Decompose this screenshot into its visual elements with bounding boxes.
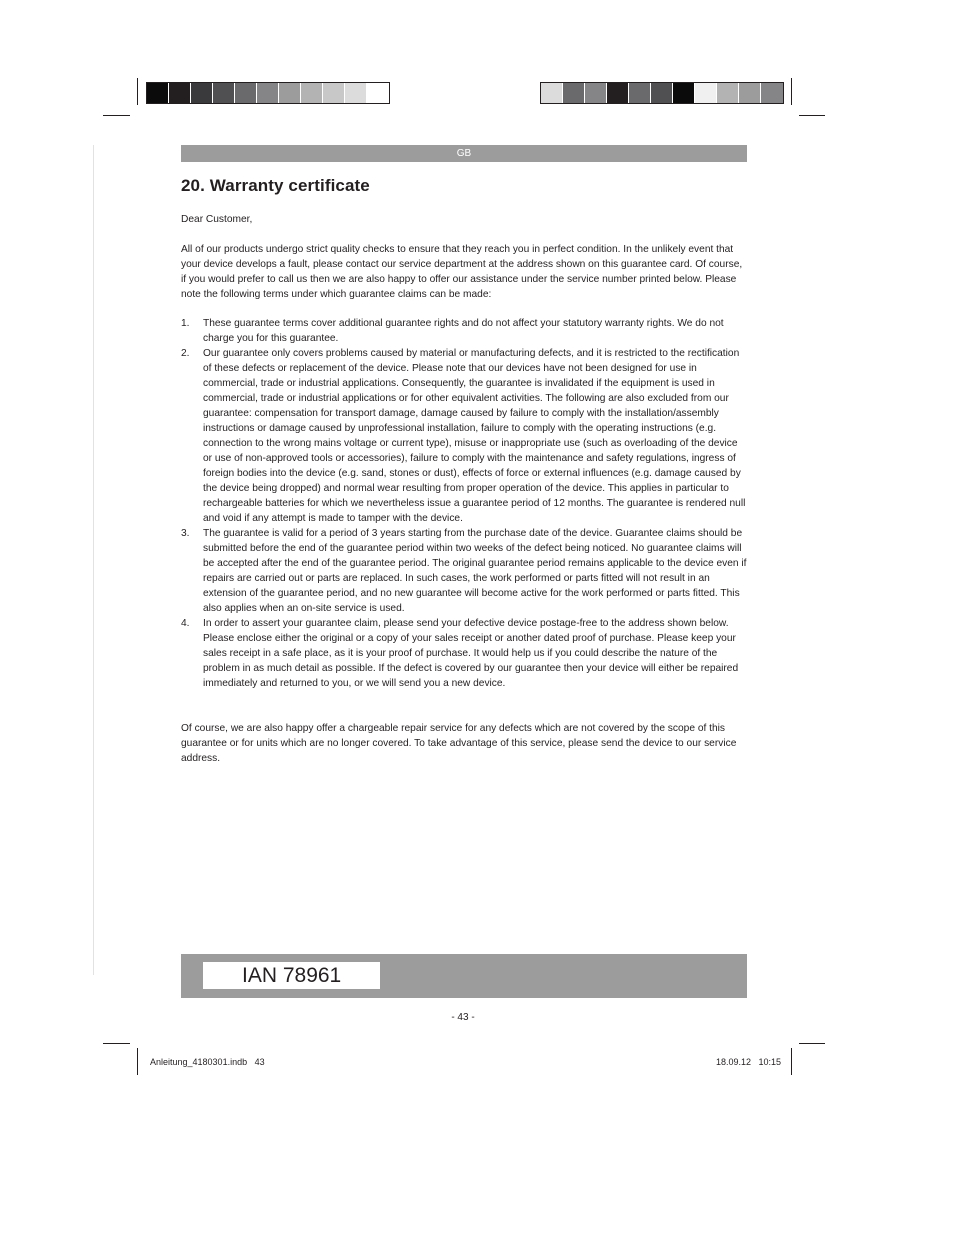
color-swatch [761,83,783,103]
color-swatch [717,83,739,103]
color-swatch [169,83,191,103]
color-swatch [257,83,279,103]
color-swatch [695,83,717,103]
list-item [181,346,747,526]
closing-paragraph: Of course, we are also happy offer a chargeable repair service for any defects which are not covered by the scope of this guarantee or for units which are no longer covered. To take advantage of this service, please send the device to our service address. [181,723,737,764]
page-number: - 43 - [451,1012,475,1023]
list-item [181,316,747,346]
list-item [181,526,747,616]
color-swatch [367,83,389,103]
color-swatch [279,83,301,103]
crop-mark-top-left-horizontal [103,115,130,116]
color-swatch [673,83,695,103]
salutation: Dear Customer, [181,214,253,225]
crop-mark-bottom-right-vertical [791,1048,792,1075]
slug-file-info: Anleitung_4180301.indb 43 [150,1057,265,1067]
color-swatch [345,83,367,103]
list-item [181,616,747,691]
list-item-text: These guarantee terms cover additional guarantee rights and do not affect your statutory warranty rights. We do not charge you for this guarantee. [203,318,724,344]
list-item-text: The guarantee is valid for a period of 3 years starting from the purchase date of the device. Guarantee claims should be submitted before the end of the guarantee period within two weeks of the defect being noticed. No guarantee claims will be accepted after the end of the guarantee period. The original guarantee period remains applicable to the device even if repairs are carried out or parts are replaced. In such cases, the work performed or parts fitted will not result in an extension of the guarantee period, and no new guarantee will become active for the work performed or parts fitted. This also applies when an on-site service is used. [203,528,747,614]
color-swatch [301,83,323,103]
color-swatch [191,83,213,103]
faint-fold-line [93,145,94,975]
crop-mark-top-right-vertical [791,78,792,105]
intro-paragraph: All of our products undergo strict quality checks to ensure that they reach you in perfect condition. In the unlikely event that your device develops a fault, please contact our service department at the address shown on this guarantee card. Of course, if you would prefer to call us then we are also happy to offer our assistance under the service number printed below. Please note the following terms under which guarantee claims can be made: [181,244,743,300]
language-tab-bar [181,145,747,162]
list-item-text: Our guarantee only covers problems caused by material or manufacturing defects, and it is restricted to the rectification of these defects or replacement of the device. Please note that our devices have not been designed for use in commercial, trade or industrial applications. Consequently, the guarantee is invalidated if the equipment is used in commercial, trade or industrial applications or for other equivalent activities. The following are also excluded from our guarantee: compensation for transport damage, damage caused by failure to comply with the installation/assembly instructions or damage caused by unprofessional installation, failure to comply with the operating instructions (e.g. connection to the wrong mains voltage or current type), misuse or inappropriate use (such as overloading of the device or use of non-approved tools or accessories), failure to comply with the maintenance and safety regulations, ingress of foreign bodies into the device (e.g. sand, stones or dust), effects of force or external influences (e.g. damage caused by the device being dropped) and normal wear resulting from proper operation of the device. This applies in particular to rechargeable batteries for which we nevertheless issue a guarantee period of 12 months. The guarantee is rendered null and void if any attempt is made to tamper with the device. [203,348,746,524]
color-swatch [629,83,651,103]
crop-mark-bottom-left-horizontal [103,1043,130,1044]
list-item-number: 1. [181,318,190,329]
color-swatch [563,83,585,103]
color-calibration-bar-right [540,82,784,104]
color-swatch [147,83,169,103]
color-swatch [213,83,235,103]
crop-mark-top-right-horizontal [799,115,825,116]
color-calibration-bar-left [146,82,390,104]
language-tab-label: GB [456,148,472,159]
ian-number: IAN 78961 [203,962,380,989]
ian-bar [181,954,747,998]
list-item-number: 2. [181,348,190,359]
color-swatch [585,83,607,103]
slug-date-info: 18.09.12 10:15 [716,1057,782,1067]
color-swatch [739,83,761,103]
crop-mark-bottom-right-horizontal [799,1043,825,1044]
list-item-number: 4. [181,618,190,629]
list-item-text: In order to assert your guarantee claim, please send your defective device postage-free to the address shown below. Please enclose either the original or a copy of your sales receipt or another dated proof of purchase. Please keep your sales receipt in a safe place, as it is your proof of purchase. It would help us if you could describe the nature of the problem in as much detail as possible. If the defect is covered by our guarantee then your device will either be repaired immediately and returned to you, or we will send you a new device. [203,618,739,689]
list-item-number: 3. [181,528,190,539]
color-swatch [323,83,345,103]
crop-mark-bottom-left-vertical [137,1048,138,1075]
color-swatch [607,83,629,103]
terms-list [181,316,747,691]
crop-mark-top-left-vertical [137,78,138,105]
color-swatch [235,83,257,103]
color-swatch [651,83,673,103]
section-title: 20. Warranty certificate [181,176,370,195]
color-swatch [541,83,563,103]
